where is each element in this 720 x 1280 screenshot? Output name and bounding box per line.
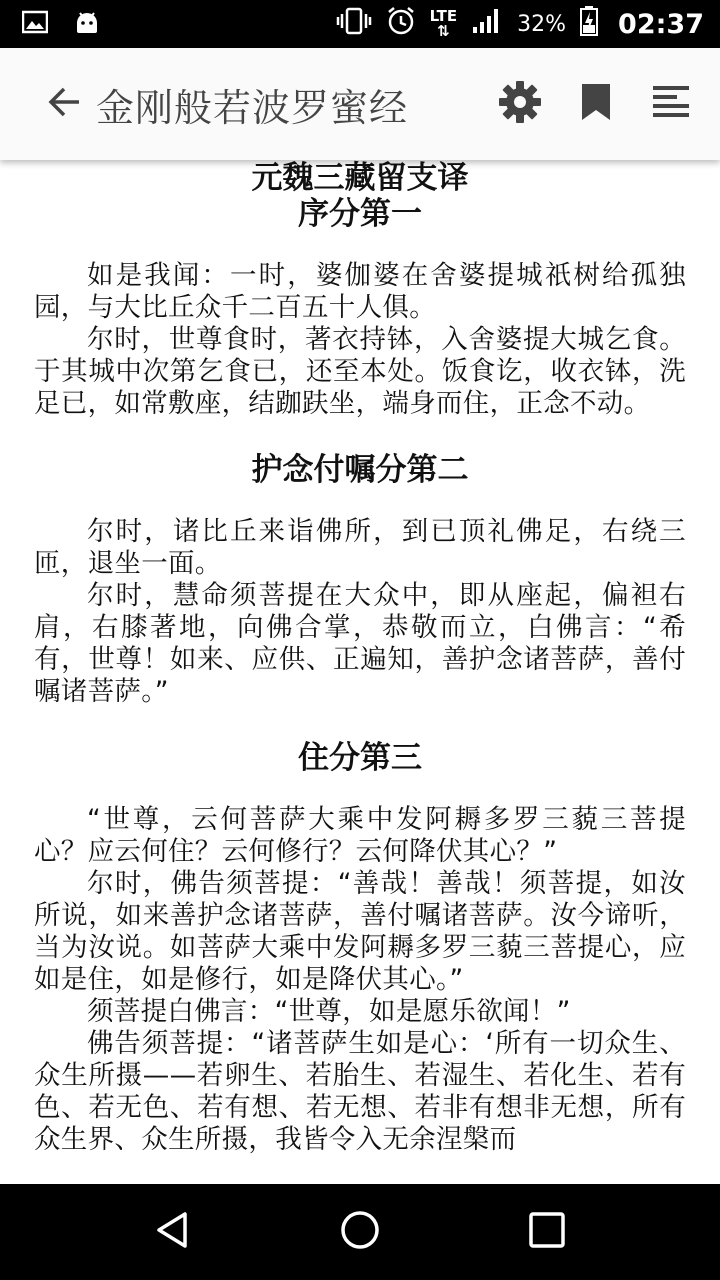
section-paragraphs [34,804,686,1156]
recents-square-icon [528,1211,566,1253]
paragraph: “世尊，云何菩萨大乘中发阿耨多罗三藐三菩提心？应云何住？云何修行？云何降伏其心？” [34,804,686,867]
paragraph: 尔时，诸比丘来诣佛所，到已顶礼佛足，右绕三匝，退坐一面。 [34,516,686,579]
battery-icon [580,6,598,42]
status-right [336,6,704,42]
image-icon [22,10,48,38]
app-actions [492,72,700,136]
section-paragraphs [34,260,686,420]
reader-content[interactable] [0,160,720,1184]
paragraph: 须菩提白佛言：“世尊，如是愿乐欲闻！” [87,996,571,1027]
page-title: 金刚般若波罗蜜经 [96,85,409,130]
section-title: 护念付嘱分第二 [251,452,469,488]
back-triangle-icon [153,1210,193,1254]
section [34,452,686,708]
home-circle-icon [339,1209,381,1255]
nav-back-button[interactable] [133,1192,213,1272]
paragraph: 尔时，慧命须菩提在大众中，即从座起，偏袒右肩，右膝著地，向佛合掌，恭敬而立，白佛言：“希有，世尊！如来、应供、正遍知，善护念诸菩萨，善付嘱诸菩萨。” [34,580,686,707]
clock: 02:37 [618,8,704,40]
paragraph: 尔时，佛告须菩提：“善哉！善哉！须菩提，如汝所说，如来善护念诸菩萨，善付嘱诸菩萨。汝今谛听，当为汝说。如菩萨大乘中发阿耨多罗三藐三菩提心，应如是住，如是修行，如是降伏其心。” [34,868,686,995]
status-left [22,9,100,39]
paragraph: 佛告须菩提：“诸菩萨生如是心：‘所有一切众生、众生所摄——若卵生、若胎生、若湿生、若化生、若有色、若无色、若有想、若无想、若非有想非无想，所有众生界、众生所摄，我皆令入无余涅槃而 [34,1028,686,1155]
paragraph: 如是我闻：一时，婆伽婆在舍婆提城祇树给孤独园，与大比丘众千二百五十人俱。 [34,260,686,323]
section-paragraphs [34,516,686,708]
navigation-bar [0,1184,720,1280]
battery-percent: 32% [517,11,567,37]
bookmark-icon [580,82,612,126]
menu-button[interactable] [644,72,700,136]
android-icon [74,9,100,39]
app-bar [0,48,720,160]
back-arrow-icon [46,84,82,124]
alarm-icon [386,6,416,42]
menu-lines-icon [653,85,691,123]
signal-icon [471,7,503,41]
nav-recents-button[interactable] [507,1192,587,1272]
paragraph: 尔时，世尊食时，著衣持钵，入舍婆提大城乞食。于其城中次第乞食已，还至本处。饭食讫，收衣钵，洗足已，如常敷座，结跏趺坐，端身而住，正念不动。 [34,324,686,419]
settings-button[interactable] [492,72,548,136]
gear-icon [498,80,542,128]
network-label: LTE [429,7,458,25]
section-title: 序分第一 [298,196,422,232]
status-bar [0,0,720,48]
translator-line: 元魏三藏留支译 [251,160,469,196]
section [34,740,686,1156]
vibrate-icon [336,7,372,41]
nav-home-button[interactable] [320,1192,400,1272]
lte-icon: LTE ⇅ [429,7,458,40]
bookmark-button[interactable] [568,72,624,136]
section-title: 住分第三 [298,740,422,776]
back-button[interactable] [32,72,96,136]
